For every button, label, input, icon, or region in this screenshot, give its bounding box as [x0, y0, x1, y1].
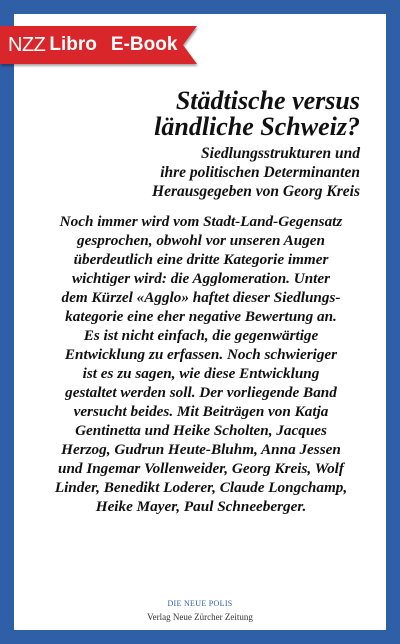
blurb-line: Heike Mayer, Paul Schneeberger. — [95, 498, 307, 515]
blurb-line: gestaltet werden soll. Der vorliegende Band — [65, 384, 337, 401]
badge-format: E-Book — [110, 34, 178, 55]
blurb-line: Es ist nicht einfach, die gegenwärtige — [83, 327, 319, 344]
blurb-line: gesprochen, obwohl vor unseren Augen — [77, 232, 325, 249]
nzz-libro-ebook-badge — [0, 26, 197, 64]
editor-line: Herausgegeben von Georg Kreis — [152, 183, 360, 200]
blurb-line: kategorie eine eher negative Bewertung an. — [65, 308, 337, 325]
title-block — [40, 88, 360, 201]
badge-ribbon-tip — [183, 26, 197, 64]
badge-label — [0, 26, 183, 64]
book-title — [40, 88, 360, 140]
blurb-line: dem Kürzel «Agglo» haftet dieser Siedlungs- — [61, 289, 341, 306]
blurb-line: Linder, Benedikt Loderer, Claude Longchamp, — [54, 479, 348, 496]
series-name: DIE NEUE POLIS — [167, 599, 233, 608]
blurb-line: Herzog, Gudrun Heute-Bluhm, Anna Jessen — [61, 441, 341, 458]
blurb-line: wichtiger wird: die Agglomeration. Unter — [71, 270, 331, 287]
blurb-line: und Ingemar Vollenweider, Georg Kreis, Wolf — [58, 460, 344, 477]
book-subtitle — [40, 144, 360, 201]
subtitle-line: ihre politischen Determinanten — [160, 164, 360, 181]
subtitle-line: Siedlungsstrukturen und — [201, 145, 360, 162]
blurb-line: überdeutlich eine dritte Kategorie immer — [73, 251, 329, 268]
badge-brand: NZZ — [8, 33, 46, 56]
badge-line: Libro — [49, 34, 97, 55]
publisher-name: Verlag Neue Zürcher Zeitung — [147, 612, 253, 622]
blurb-line: Entwicklung zu erfassen. Noch schwieriger — [64, 346, 338, 363]
blurb-line: ist es zu sagen, wie diese Entwicklung — [82, 365, 320, 382]
blurb-line: Gentinetta und Heike Scholten, Jacques — [75, 422, 327, 439]
book-title-line: Städtische versus — [175, 86, 360, 115]
blurb-line: versucht beides. Mit Beiträgen von Katja — [73, 403, 329, 420]
book-title-line: ländliche Schweiz? — [154, 112, 360, 141]
blurb-line: Noch immer wird vom Stadt-Land-Gegensatz — [59, 213, 343, 230]
book-blurb — [40, 212, 362, 516]
